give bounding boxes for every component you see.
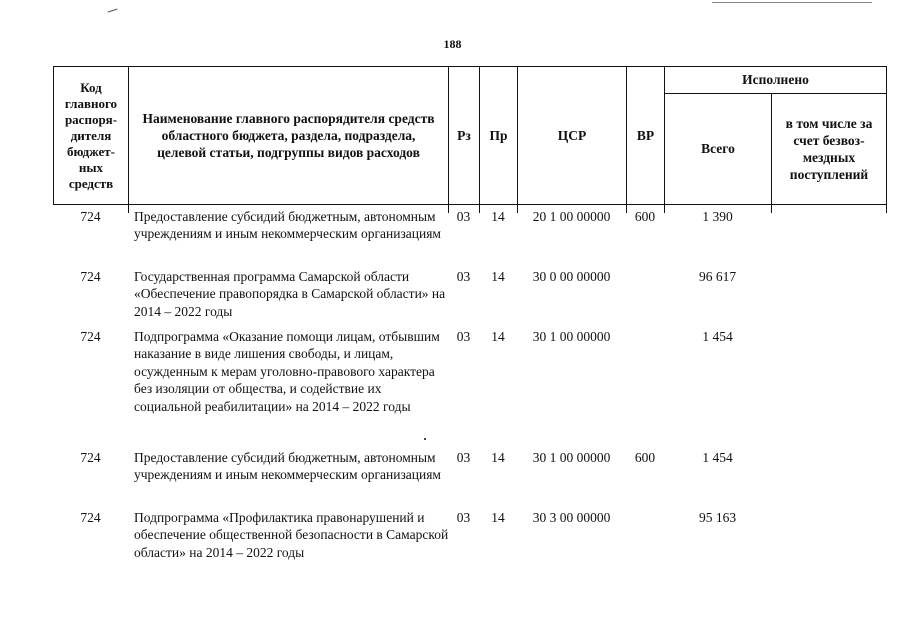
row-code: 724 (80, 510, 101, 525)
row-pr: 14 (491, 450, 505, 465)
row-pr: 14 (491, 329, 505, 344)
row-total: 1 454 (702, 329, 733, 344)
header-total: Всего (665, 94, 772, 204)
row-rz: 03 (456, 510, 471, 525)
row-vr: 600 (634, 209, 656, 224)
column-divider (886, 205, 887, 213)
row-name: Подпрограмма «Оказание помощи лицам, отбывшим наказание в виде лишения свободы, и лицам, осужденным к мерам уголовно-правового характера без изоляции от общества, и содействие их социальной реабилитации» на 2014 – 2022 годы (134, 329, 440, 414)
row-code: 724 (80, 450, 101, 465)
header-executed: Исполнено (665, 67, 886, 94)
row-pr: 14 (491, 209, 505, 224)
column-divider (771, 205, 772, 213)
row-csr: 30 0 00 00000 (532, 269, 611, 284)
row-vr: 600 (634, 450, 656, 465)
row-total: 1 390 (702, 209, 733, 224)
row-pr: 14 (491, 510, 505, 525)
header-vr: ВР (627, 67, 665, 204)
row-rz: 03 (456, 209, 471, 224)
header-code (54, 67, 129, 204)
header-name (129, 67, 449, 204)
row-rz: 03 (456, 450, 471, 465)
header-rz: Рз (449, 67, 480, 204)
header-pr: Пр (480, 67, 518, 204)
header-code-label: Код главного распоря-дителя бюджет-ных средств (64, 79, 118, 191)
table-header (53, 66, 887, 205)
scan-artifact-line (712, 2, 872, 3)
header-csr: ЦСР (518, 67, 627, 204)
scan-artifact-dot (424, 438, 426, 440)
row-pr: 14 (491, 269, 505, 284)
row-total: 1 454 (702, 450, 733, 465)
row-name: Предоставление субсидий бюджетным, автономным учреждениям и иным некоммерческим организациям (134, 450, 441, 483)
row-csr: 20 1 00 00000 (532, 209, 611, 224)
row-code: 724 (80, 209, 101, 224)
row-csr: 30 3 00 00000 (532, 510, 611, 525)
row-rz: 03 (456, 269, 471, 284)
row-name: Подпрограмма «Профилактика правонарушений и обеспечение общественной безопасности в Самарской области» на 2014 – 2022 годы (134, 510, 449, 560)
row-code: 724 (80, 269, 101, 284)
row-total: 96 617 (698, 269, 737, 284)
row-csr: 30 1 00 00000 (532, 329, 611, 344)
column-divider (128, 205, 129, 213)
row-total: 95 163 (698, 510, 737, 525)
header-free-receipts (772, 94, 886, 204)
page-number: 188 (443, 37, 462, 51)
header-name-label: Наименование главного распорядителя средств областного бюджета, раздела, подраздела, целевой статьи, подгруппы видов расходов (142, 111, 435, 160)
header-free-receipts-label: в том числе за счет безвоз-мездных поступлений (785, 116, 873, 182)
row-name: Предоставление субсидий бюджетным, автономным учреждениям и иным некоммерческим организациям (134, 209, 441, 242)
row-code: 724 (80, 329, 101, 344)
row-csr: 30 1 00 00000 (532, 450, 611, 465)
scan-artifact-mark (108, 9, 119, 16)
row-name: Государственная программа Самарской области «Обеспечение правопорядка в Самарской области» на 2014 – 2022 годы (134, 269, 446, 319)
row-rz: 03 (456, 329, 471, 344)
